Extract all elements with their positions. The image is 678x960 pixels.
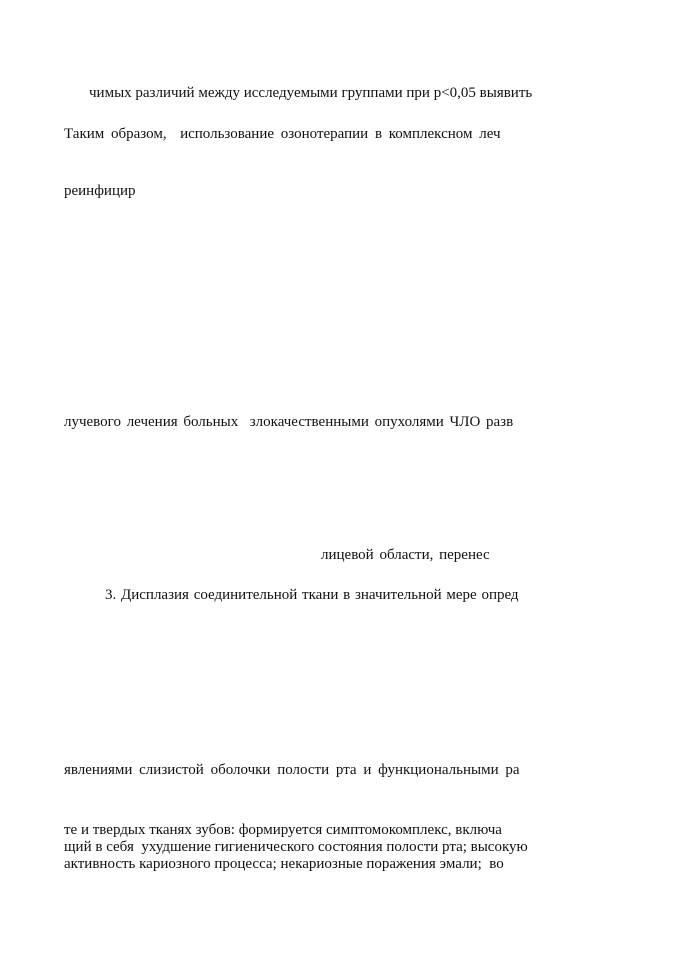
text-line-5: лицевой области, перенес	[321, 547, 490, 563]
text-line-3: реинфицир	[64, 183, 136, 199]
text-line-4: лучевого лечения больных злокачественными опухолями ЧЛО разв	[64, 414, 514, 430]
text-line-7: явлениями слизистой оболочки полости рта и функциональными ра	[64, 762, 520, 778]
text-line-1: чимых различий между исследуемыми группами при p<0,05 выявить	[89, 85, 533, 101]
text-line-10: активность кариозного процесса; некариозные поражения эмали; во	[64, 856, 504, 872]
text-line-6: 3. Дисплазия соединительной ткани в значительной мере опред	[105, 587, 519, 603]
text-line-9: щий в себя ухудшение гигиенического состояния полости рта; высокую	[64, 839, 528, 855]
text-line-2: Таким образом, использование озонотерапии в комплексном леч	[64, 126, 501, 142]
text-line-8: те и твердых тканях зубов: формируется симптомокомплекс, включа	[64, 822, 502, 838]
